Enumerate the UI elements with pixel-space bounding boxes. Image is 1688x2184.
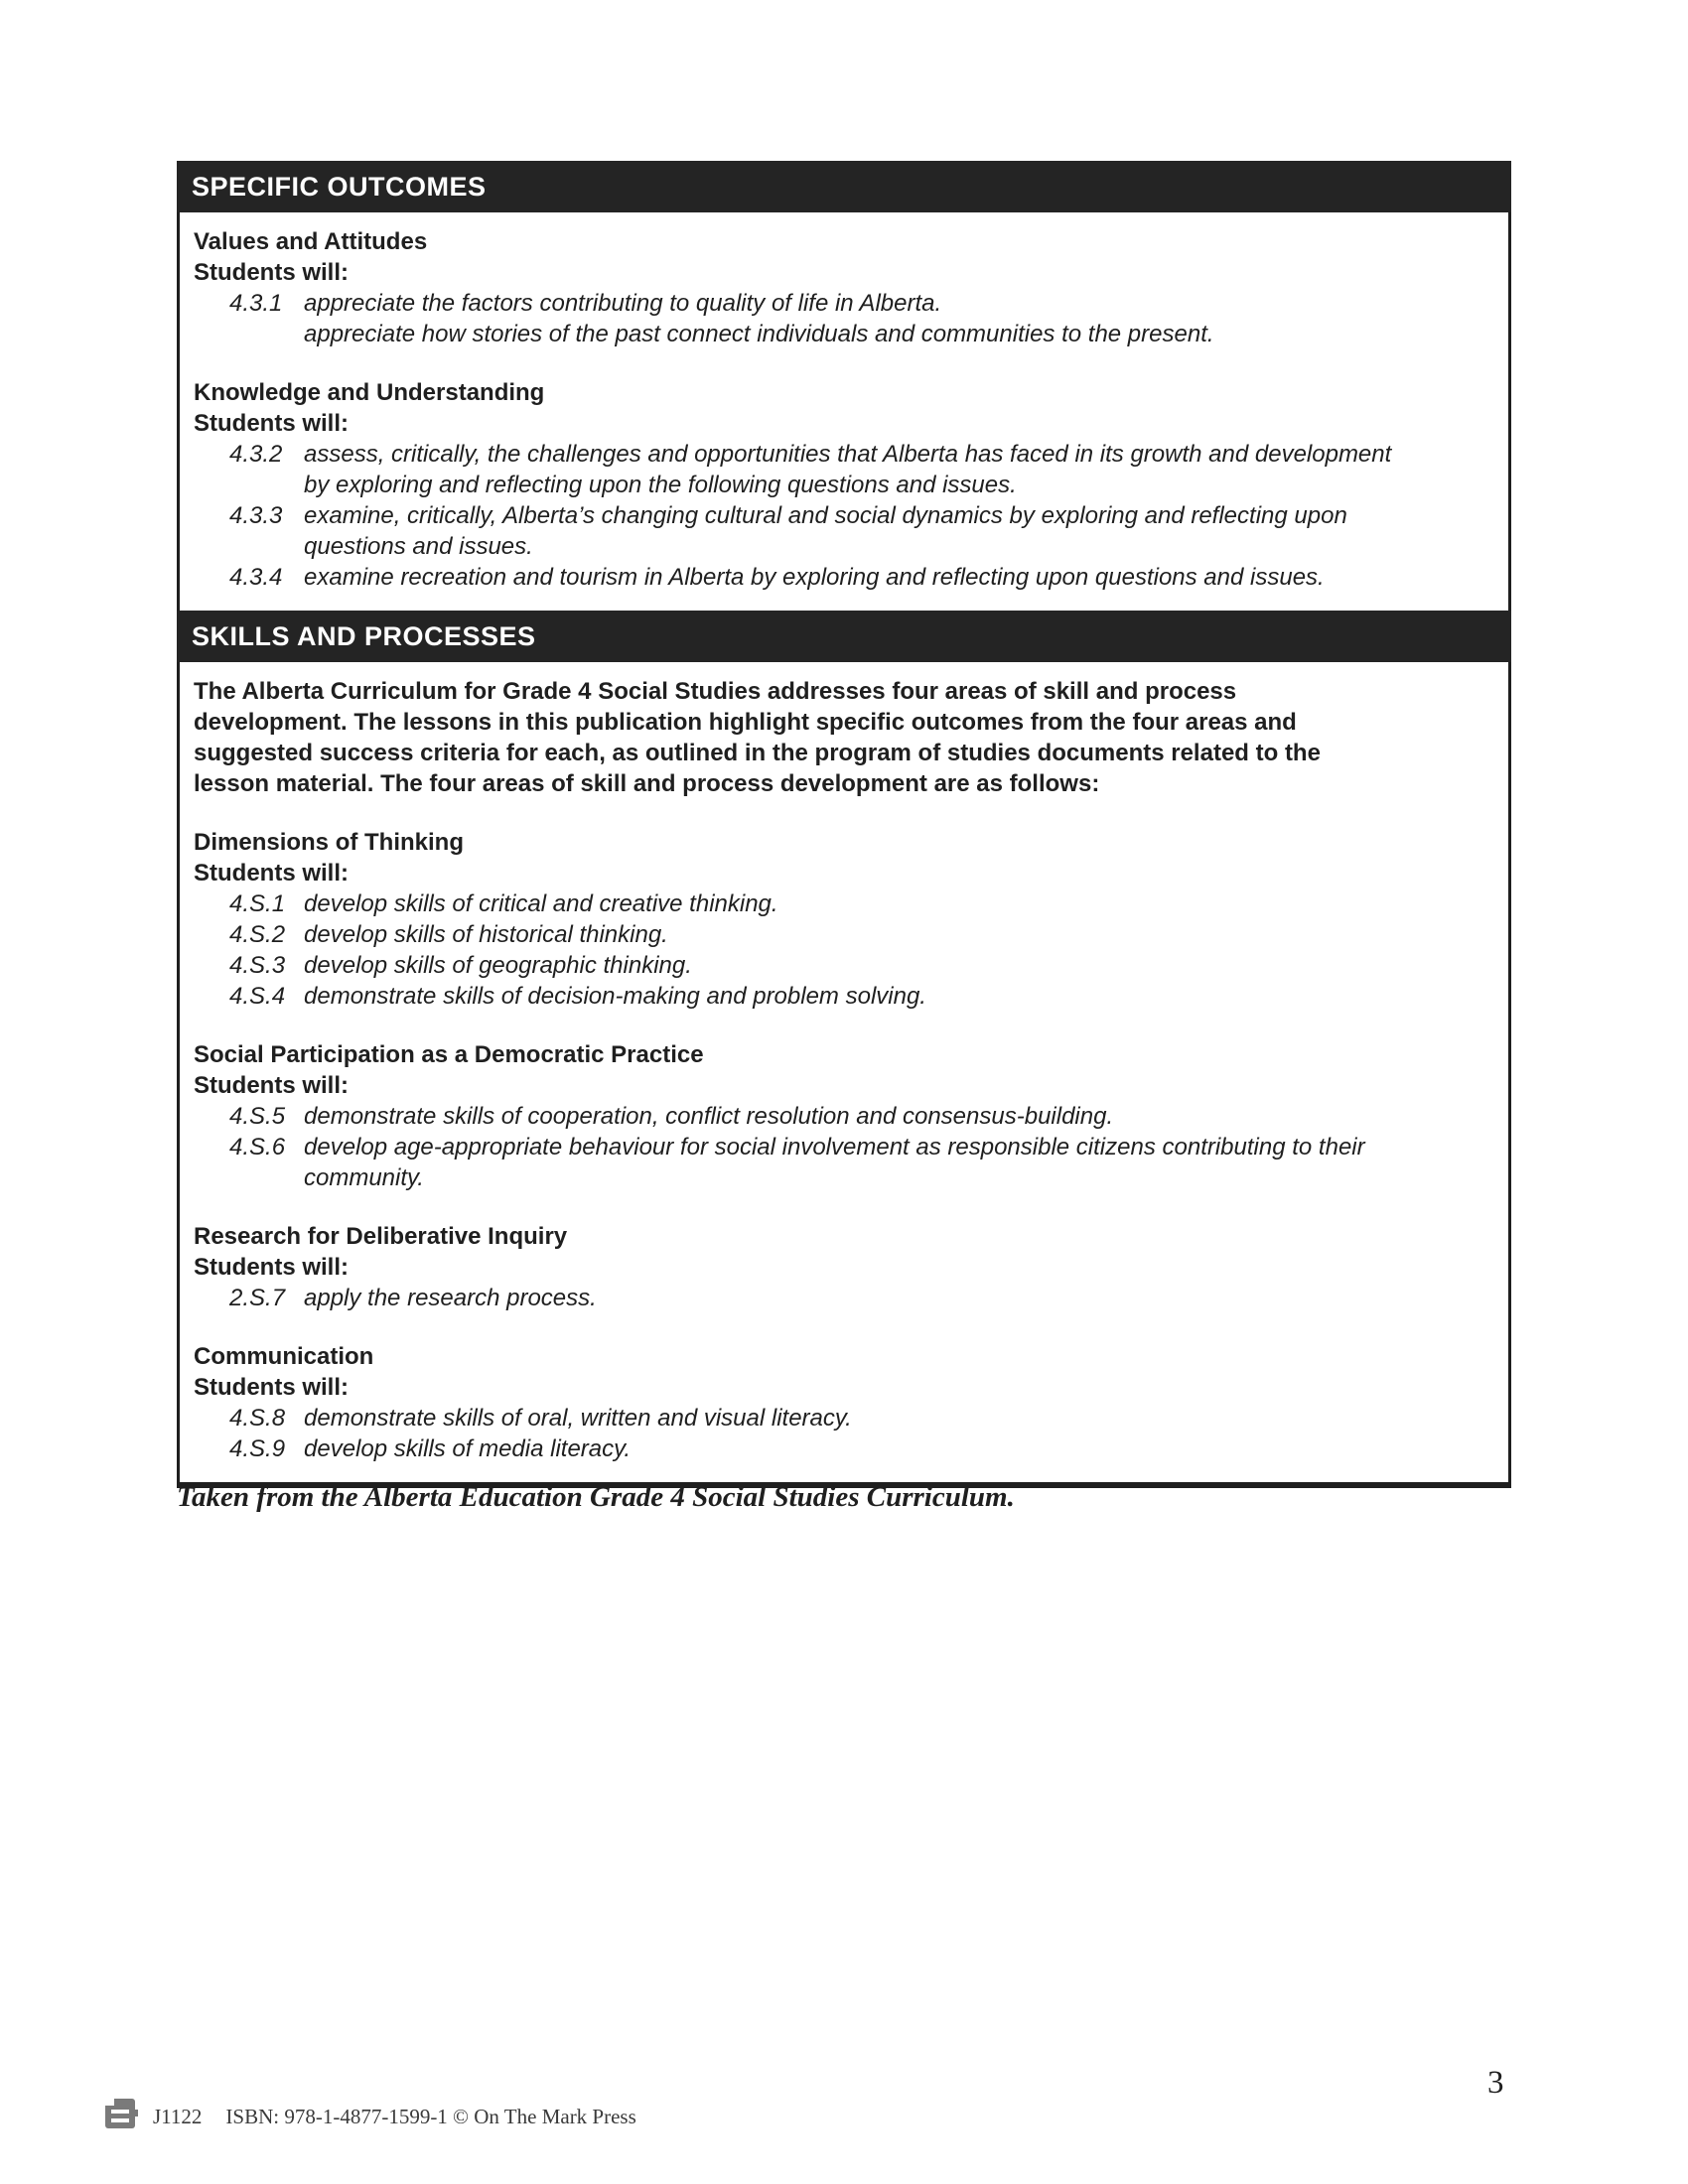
publisher-logo-icon [103, 2097, 139, 2136]
outcome-code: 2.S.7 [229, 1285, 286, 1311]
outcome-text: develop age-appropriate behaviour for social involvement as responsible citizens contributing to their community. [304, 1134, 1365, 1191]
outcome-text: develop skills of critical and creative thinking. [304, 890, 778, 917]
outcome-text: examine recreation and tourism in Alberta by exploring and reflecting upon questions and issues. [304, 564, 1325, 591]
outcome-item [229, 981, 1494, 1012]
outcome-item [229, 500, 1494, 562]
outcome-item [229, 1433, 1494, 1464]
outcome-code: 4.S.6 [229, 1134, 286, 1160]
outcome-item [229, 288, 1494, 349]
outcome-group [194, 1341, 1494, 1464]
outcome-text: demonstrate skills of decision-making and problem solving. [304, 983, 926, 1010]
group-heading: Communication [194, 1343, 374, 1370]
outcome-text: develop skills of historical thinking. [304, 921, 668, 948]
outcome-code: 4.S.3 [229, 952, 286, 979]
outcome-item [229, 1132, 1494, 1193]
outcome-item [229, 1403, 1494, 1433]
outcome-item [229, 439, 1494, 500]
section-header: SPECIFIC OUTCOMES [177, 161, 1511, 212]
group-heading: Dimensions of Thinking [194, 829, 465, 856]
intro-paragraph: The Alberta Curriculum for Grade 4 Social Studies addresses four areas of skill and process development. The lessons in this publication highlight specific outcomes from the four areas and suggested success criteria for each, as outlined in the program of studies documents related to the lesson material. The four areas of skill and process development are as follows: [194, 678, 1321, 797]
group-heading: Research for Deliberative Inquiry [194, 1223, 568, 1250]
outcome-item [229, 1283, 1494, 1313]
outcome-group [194, 377, 1494, 593]
outcome-code: 4.3.2 [229, 441, 283, 468]
outcome-text: demonstrate skills of oral, written and visual literacy. [304, 1405, 852, 1432]
attribution-note: Taken from the Alberta Education Grade 4 Social Studies Curriculum. [177, 1481, 1015, 1513]
section-body [180, 212, 1508, 611]
outcome-code: 4.S.1 [229, 890, 286, 917]
outcome-text [304, 288, 1214, 349]
outcome-code: 4.S.2 [229, 921, 286, 948]
outcome-group [194, 1039, 1494, 1193]
outcome-group [194, 827, 1494, 1012]
outcome-item [229, 562, 1494, 593]
product-code: J1122 [153, 2104, 203, 2128]
group-subheading: Students will: [194, 1254, 349, 1281]
outcome-text: demonstrate skills of cooperation, conflict resolution and consensus-building. [304, 1103, 1114, 1130]
outcome-text: assess, critically, the challenges and opportunities that Alberta has faced in its growth and development by exploring and reflecting upon the following questions and issues. [304, 441, 1392, 498]
outcome-code: 4.S.4 [229, 983, 286, 1010]
group-subheading: Students will: [194, 259, 349, 286]
page-number: 3 [1487, 2065, 1504, 2101]
outcome-text: develop skills of media literacy. [304, 1435, 632, 1462]
outcome-item [229, 919, 1494, 950]
outcome-code: 4.3.4 [229, 564, 283, 591]
outcome-group [194, 226, 1494, 349]
group-heading: Values and Attitudes [194, 228, 428, 255]
outcome-item [229, 950, 1494, 981]
outcome-group [194, 1221, 1494, 1313]
section-header: SKILLS AND PROCESSES [177, 611, 1511, 662]
outcome-text-line: appreciate the factors contributing to quality of life in Alberta. [304, 290, 942, 317]
outcome-text: develop skills of geographic thinking. [304, 952, 692, 979]
group-heading: Knowledge and Understanding [194, 379, 545, 406]
outcome-code: 4.3.3 [229, 502, 283, 529]
group-subheading: Students will: [194, 410, 349, 437]
outcome-text: examine, critically, Alberta’s changing cultural and social dynamics by exploring and reflecting upon questions and issues. [304, 502, 1347, 560]
curriculum-content-box [177, 161, 1511, 1488]
outcome-text-line: appreciate how stories of the past connect individuals and communities to the present. [304, 321, 1214, 347]
isbn-copyright: ISBN: 978-1-4877-1599-1 © On The Mark Press [225, 2104, 636, 2128]
page-footer [103, 2097, 636, 2136]
section-body [180, 662, 1508, 1482]
group-heading: Social Participation as a Democratic Practice [194, 1041, 704, 1068]
group-subheading: Students will: [194, 1374, 349, 1401]
group-subheading: Students will: [194, 860, 349, 887]
group-subheading: Students will: [194, 1072, 349, 1099]
outcome-code: 4.3.1 [229, 290, 283, 317]
outcome-code: 4.S.8 [229, 1405, 286, 1432]
outcome-item [229, 888, 1494, 919]
outcome-code: 4.S.5 [229, 1103, 286, 1130]
outcome-text: apply the research process. [304, 1285, 597, 1311]
outcome-item [229, 1101, 1494, 1132]
outcome-code: 4.S.9 [229, 1435, 286, 1462]
